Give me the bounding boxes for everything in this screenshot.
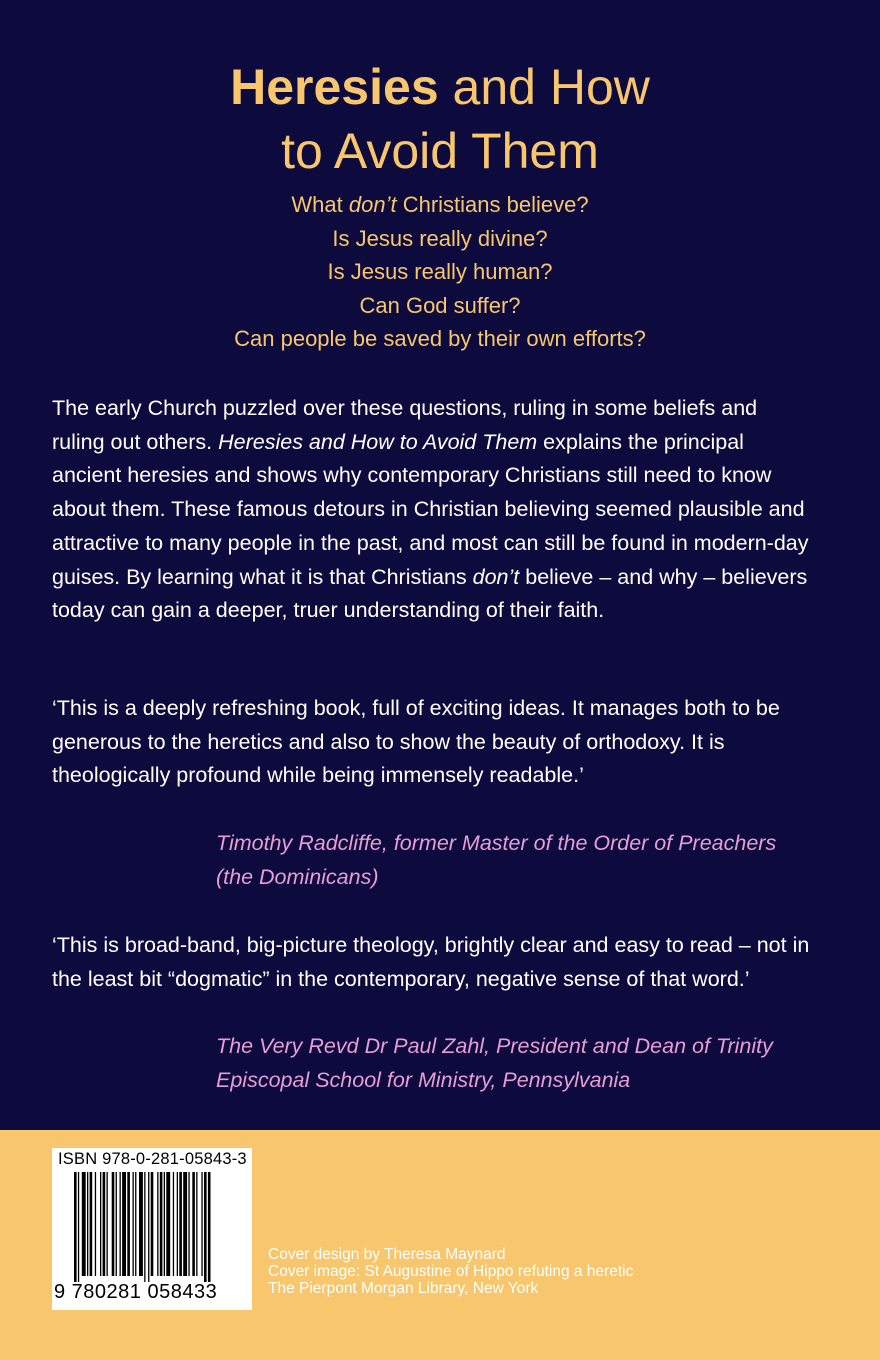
question-5: Can people be saved by their own efforts? [234, 326, 646, 351]
barcode-bar [144, 1172, 145, 1282]
title-line1-rest: and How [438, 59, 650, 115]
question-2: Is Jesus really divine? [332, 225, 548, 251]
barcode-bar [201, 1172, 202, 1276]
credit-design: Cover design by Theresa Maynard [268, 1246, 506, 1263]
barcode-bar [196, 1172, 197, 1276]
cover-credits [268, 1246, 633, 1297]
barcode-bar [133, 1172, 134, 1276]
blurb-dont-emphasis: don’t [472, 564, 520, 589]
endorsement-quote-1: ‘This is a deeply refreshing book, full of exciting ideas. It manages both to be generous to the heretics and also to show the beauty of orthodoxy. It is theologically profound while being immensely readable.’ [52, 696, 780, 788]
barcode-bar [103, 1172, 106, 1276]
barcode-bar [116, 1172, 117, 1276]
question-3: Is Jesus really human? [327, 259, 553, 284]
barcode-bar [166, 1172, 170, 1276]
question-1-emphasis: don’t [348, 192, 397, 217]
credit-image: Cover image: St Augustine of Hippo refuting a heretic [268, 1263, 634, 1280]
barcode-bar [157, 1172, 158, 1276]
barcode-bar [208, 1172, 211, 1282]
barcode-bar [179, 1172, 182, 1276]
barcode-bar [74, 1172, 77, 1282]
book-title [0, 55, 880, 183]
barcode-bar [139, 1172, 143, 1276]
barcode-bar [120, 1172, 121, 1276]
question-list [0, 188, 880, 356]
endorsement-attribution-1: Timothy Radcliffe, former Master of the Order of Preachers (the Dominicans) [216, 831, 777, 889]
barcode-bar [204, 1172, 207, 1282]
blurb-title-emphasis: Heresies and How to Avoid Them [218, 429, 538, 454]
barcode-bar [122, 1172, 126, 1276]
endorsement-attribution-2: The Very Revd Dr Paul Zahl, President and Dean of Trinity Episcopal School for Ministry, Pennsylvania [216, 1034, 773, 1092]
barcode-bar [95, 1172, 96, 1276]
title-line2: to Avoid Them [281, 123, 599, 179]
barcode-bar [112, 1172, 115, 1276]
question-4: Can God suffer? [359, 292, 521, 318]
endorsement-quote-2: ‘This is broad-band, big-picture theology, brightly clear and easy to read – not in the least bit “dogmatic” in the contemporary, negative sense of that word.’ [52, 933, 810, 991]
barcode-bar [127, 1172, 130, 1276]
title-bold-word: Heresies [230, 59, 439, 115]
barcode-bar [100, 1172, 101, 1276]
barcode-bar [151, 1172, 154, 1276]
blurb-paragraph: The early Church puzzled over these questions, ruling in some beliefs and ruling out others. Heresies and How to Avoid Them explains the principal ancient heresies and shows why contemporary Christians still need to know about them. These famous detours in Christian believing seemed plausible and attractive to many people in the past, and most can still be found in modern-day guises. By learning what it is that Christians don’t believe – and why – believers today can gain a deeper, truer understanding of their faith. [52, 396, 809, 623]
barcode-bar [82, 1172, 86, 1276]
isbn-digits: 9 780281 058433 [54, 1281, 218, 1303]
barcode-bar [87, 1172, 88, 1276]
barcode-bar [177, 1172, 178, 1276]
barcode-bar [192, 1172, 195, 1276]
barcode-bar [78, 1172, 79, 1282]
barcode-bar [90, 1172, 93, 1276]
barcode-bar [135, 1172, 136, 1276]
barcode-bar [148, 1172, 149, 1282]
barcode-bar [183, 1172, 187, 1276]
barcode-bar [173, 1172, 174, 1276]
isbn-barcode-box [52, 1148, 252, 1310]
credit-library: The Pierpont Morgan Library, New York [268, 1280, 539, 1297]
barcode-icon [74, 1172, 248, 1282]
barcode-bar [107, 1172, 108, 1276]
barcode-bar [164, 1172, 165, 1276]
barcode-bar [188, 1172, 189, 1276]
isbn-label: ISBN 978-0-281-05843-3 [58, 1150, 247, 1168]
barcode-bar [160, 1172, 163, 1276]
question-1: What don’t Christians believe? [291, 192, 589, 217]
